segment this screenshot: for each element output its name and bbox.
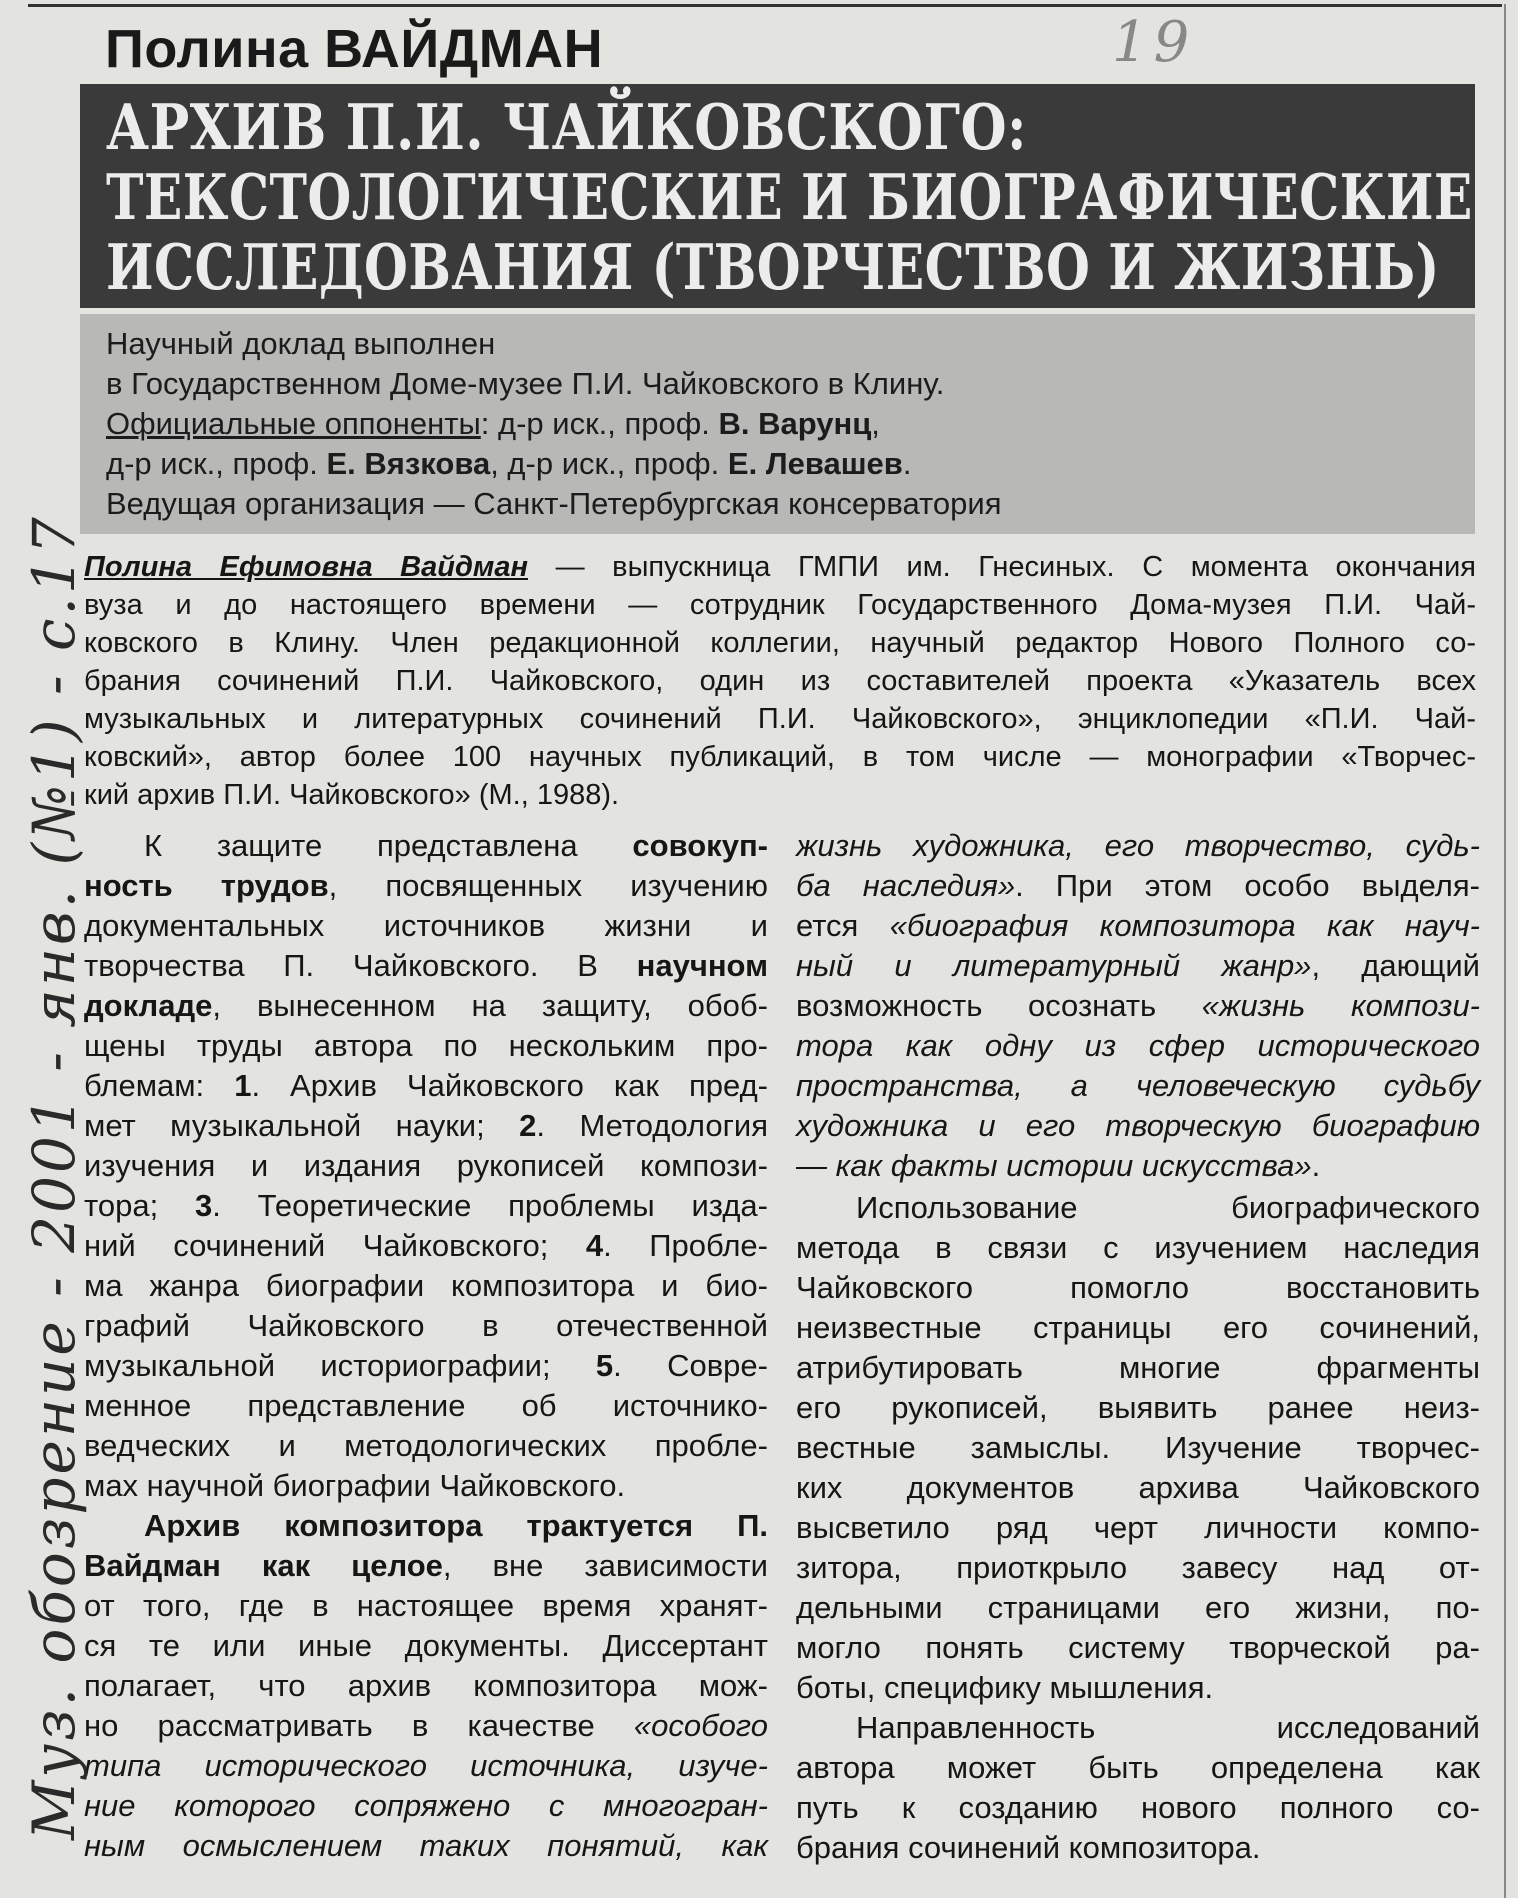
text: . Совре- bbox=[613, 1348, 768, 1383]
col2-line: брания сочинений композитора. bbox=[796, 1830, 1261, 1865]
bio-text: — выпускница ГМПИ им. Гнесиных. С момента окончания bbox=[528, 551, 1476, 583]
col2-line: дельными страницами его жизни, по- bbox=[796, 1590, 1480, 1625]
punct: , bbox=[871, 406, 880, 441]
col1-line bbox=[84, 946, 768, 986]
col1-line bbox=[84, 826, 768, 866]
opponent-name: В. Варунц bbox=[718, 406, 872, 441]
text: , посвященных изучению bbox=[328, 868, 769, 903]
col2-line bbox=[796, 906, 1480, 946]
text: . Теоретические проблемы изда- bbox=[212, 1188, 768, 1223]
num: 1 bbox=[234, 1068, 252, 1103]
bio-name: Полина Ефимовна Вайдман bbox=[84, 551, 528, 583]
emph: ность трудов bbox=[84, 868, 329, 903]
col2-line: вестные замыслы. Изучение творчес- bbox=[796, 1430, 1480, 1465]
top-rule bbox=[28, 4, 1502, 7]
col1-line: Архив композитора трактуется П. bbox=[144, 1508, 768, 1543]
bio-line: кий архив П.И. Чайковского» (М., 1988). bbox=[84, 779, 620, 811]
col2-line: Чайковского помогло восстановить bbox=[796, 1270, 1480, 1305]
col1-line: ние которого сопряжено с многогран- bbox=[84, 1788, 768, 1823]
text: , вынесенном на защиту, обоб- bbox=[212, 988, 768, 1023]
col2-line: неизвестные страницы его сочинений, bbox=[796, 1310, 1480, 1345]
col2-line bbox=[796, 866, 1480, 906]
col1-line: ма жанра биографии композитора и био- bbox=[84, 1268, 768, 1303]
bio-line: вуза и до настоящего времени — сотрудник Государственного Дома-музея П.И. Чай- bbox=[84, 589, 1476, 621]
defense-info-band bbox=[80, 314, 1475, 534]
text: блемам: bbox=[84, 1068, 235, 1103]
text: творчества П. Чайковского. В bbox=[84, 948, 637, 983]
text: тора; bbox=[84, 1188, 195, 1223]
col2-line: путь к созданию нового полного со- bbox=[796, 1790, 1480, 1825]
author-heading: Полина ВАЙДМАН bbox=[105, 19, 604, 79]
col1-line: полагает, что архив композитора мож- bbox=[84, 1668, 768, 1703]
col1-line bbox=[84, 1706, 768, 1746]
col1-line bbox=[84, 1226, 768, 1266]
col2-line: жизнь художника, его творчество, судь- bbox=[796, 828, 1480, 863]
info-opponents-line bbox=[106, 406, 880, 442]
col2-line: автора может быть определена как bbox=[796, 1750, 1480, 1785]
col2-line: зитора, приоткрыло завесу над от- bbox=[796, 1550, 1480, 1585]
opponent-rank: , д-р иск., проф. bbox=[490, 446, 728, 481]
text: К защите представлена bbox=[144, 828, 633, 863]
emph: совокуп- bbox=[632, 828, 768, 863]
col2-line bbox=[796, 1146, 1480, 1186]
col1-line: ся те или иные документы. Диссертант bbox=[84, 1628, 768, 1663]
text: ется bbox=[796, 908, 890, 943]
col2-line: его рукописей, выявить ранее неиз- bbox=[796, 1390, 1480, 1425]
col1-line bbox=[84, 1106, 768, 1146]
opponent-rank: д-р иск., проф. bbox=[106, 446, 327, 481]
opponents-label: Официальные оппоненты bbox=[106, 406, 481, 441]
text: , вне зависимости bbox=[442, 1548, 768, 1583]
bio-line: ковский», автор более 100 научных публикаций, в том числе — монографии «Творчес- bbox=[84, 741, 1476, 773]
bio-line: ковского в Клину. Член редакционной коллегии, научный редактор Нового Полного со- bbox=[84, 627, 1476, 659]
quote: — как факты истории искусства» bbox=[796, 1148, 1312, 1183]
col1-line bbox=[84, 1186, 768, 1226]
text: . Архив Чайковского как пред- bbox=[251, 1068, 768, 1103]
col2-line: пространства, а человеческую судьбу bbox=[796, 1068, 1480, 1103]
text: . bbox=[1311, 1148, 1321, 1183]
quote: ный и литературный жанр» bbox=[796, 948, 1312, 983]
num: 3 bbox=[195, 1188, 213, 1223]
quote: «жизнь компози- bbox=[1201, 988, 1481, 1023]
text: возможность осознать bbox=[796, 988, 1202, 1023]
quote: «биография композитора как науч- bbox=[889, 908, 1480, 943]
col2-line: атрибутировать многие фрагменты bbox=[796, 1350, 1480, 1385]
bio-line: брания сочинений П.И. Чайковского, один из составителей проекта «Указатель всех bbox=[84, 665, 1476, 697]
col1-line bbox=[84, 986, 768, 1026]
col1-line: ведческих и методологических пробле- bbox=[84, 1428, 768, 1463]
col2-line: высветило ряд черт личности компо- bbox=[796, 1510, 1480, 1545]
col2-line: метода в связи с изучением наследия bbox=[796, 1230, 1480, 1265]
info-lead-org: Ведущая организация — Санкт-Петербургская консерватория bbox=[106, 486, 1002, 521]
text: . Методология bbox=[536, 1108, 768, 1143]
col2-line: боты, специфику мышления. bbox=[796, 1670, 1214, 1705]
num: 2 bbox=[519, 1108, 537, 1143]
col2-line bbox=[796, 986, 1480, 1026]
col1-line: мах научной биографии Чайковского. bbox=[84, 1468, 626, 1503]
col2-line: могло понять систему творческой ра- bbox=[796, 1630, 1480, 1665]
num: 4 bbox=[585, 1228, 604, 1263]
col1-line bbox=[84, 1066, 768, 1106]
col1-line: графий Чайковского в отечественной bbox=[84, 1308, 768, 1343]
col1-line: менное представление об источнико- bbox=[84, 1388, 768, 1423]
col1-line: щены труды автора по нескольким про- bbox=[84, 1028, 768, 1063]
text: но рассматривать в качестве bbox=[84, 1708, 634, 1743]
col1-line: ным осмыслением таких понятий, как bbox=[84, 1828, 768, 1863]
opponent-rank: : д-р иск., проф. bbox=[480, 406, 719, 441]
title-band bbox=[80, 84, 1475, 308]
emph: Вайдман как целое bbox=[84, 1548, 443, 1583]
info-line-2: в Государственном Доме-музее П.И. Чайковского в Клину. bbox=[106, 366, 945, 401]
quote: «особого bbox=[633, 1708, 768, 1743]
opponent-name: Е. Левашев bbox=[727, 446, 903, 481]
col1-line: изучения и издания рукописей компози- bbox=[84, 1148, 768, 1183]
text: , дающий bbox=[1311, 948, 1481, 983]
text: . Пробле- bbox=[603, 1228, 768, 1263]
emph: докладе bbox=[84, 988, 213, 1023]
right-edge-rule bbox=[1504, 4, 1506, 1898]
col2-line: художника и его творческую биографию bbox=[796, 1108, 1480, 1143]
handwritten-source-note: Муз. обозрение - 2001 - янв. (№1) - с.17 bbox=[20, 514, 88, 1840]
info-opponents-line-2 bbox=[106, 446, 911, 482]
col2-line: ких документов архива Чайковского bbox=[796, 1470, 1480, 1505]
col2-line bbox=[796, 946, 1480, 986]
col1-line bbox=[84, 1546, 768, 1586]
title-line-1: АРХИВ П.И. ЧАЙКОВСКОГО: bbox=[106, 90, 1027, 164]
col2-line: тора как одну из сфер исторического bbox=[796, 1028, 1480, 1063]
bio-line bbox=[84, 548, 1476, 586]
title-line-3: ИССЛЕДОВАНИЯ (ТВОРЧЕСТВО И ЖИЗНЬ) bbox=[106, 230, 1440, 304]
col2-line: Направленность исследований bbox=[856, 1710, 1480, 1745]
num: 5 bbox=[595, 1348, 614, 1383]
text: ний сочинений Чайковского; bbox=[84, 1228, 586, 1263]
col1-line bbox=[84, 1346, 768, 1386]
bio-line: музыкальных и литературных сочинений П.И. Чайковского», энциклопедии «П.И. Чай- bbox=[84, 703, 1476, 735]
text: музыкальной историографии; bbox=[84, 1348, 596, 1383]
opponent-name: Е. Вязкова bbox=[326, 446, 491, 481]
text: мет музыкальной науки; bbox=[84, 1108, 520, 1143]
emph: научном bbox=[636, 948, 768, 983]
col1-line: от того, где в настоящее время хранят- bbox=[84, 1588, 768, 1623]
col1-line: типа исторического источника, изуче- bbox=[84, 1748, 768, 1783]
col1-line: документальных источников жизни и bbox=[84, 908, 768, 943]
punct: . bbox=[902, 446, 912, 481]
handwritten-page-number: 19 bbox=[1112, 10, 1196, 75]
quote: ба наследия» bbox=[796, 868, 1016, 903]
info-line-1: Научный доклад выполнен bbox=[106, 326, 496, 361]
text: . При этом особо выделя- bbox=[1015, 868, 1480, 903]
col2-line: Использование биографического bbox=[856, 1190, 1480, 1225]
title-line-2: ТЕКСТОЛОГИЧЕСКИЕ И БИОГРАФИЧЕСКИЕ bbox=[106, 160, 1473, 234]
col1-line bbox=[84, 866, 768, 906]
